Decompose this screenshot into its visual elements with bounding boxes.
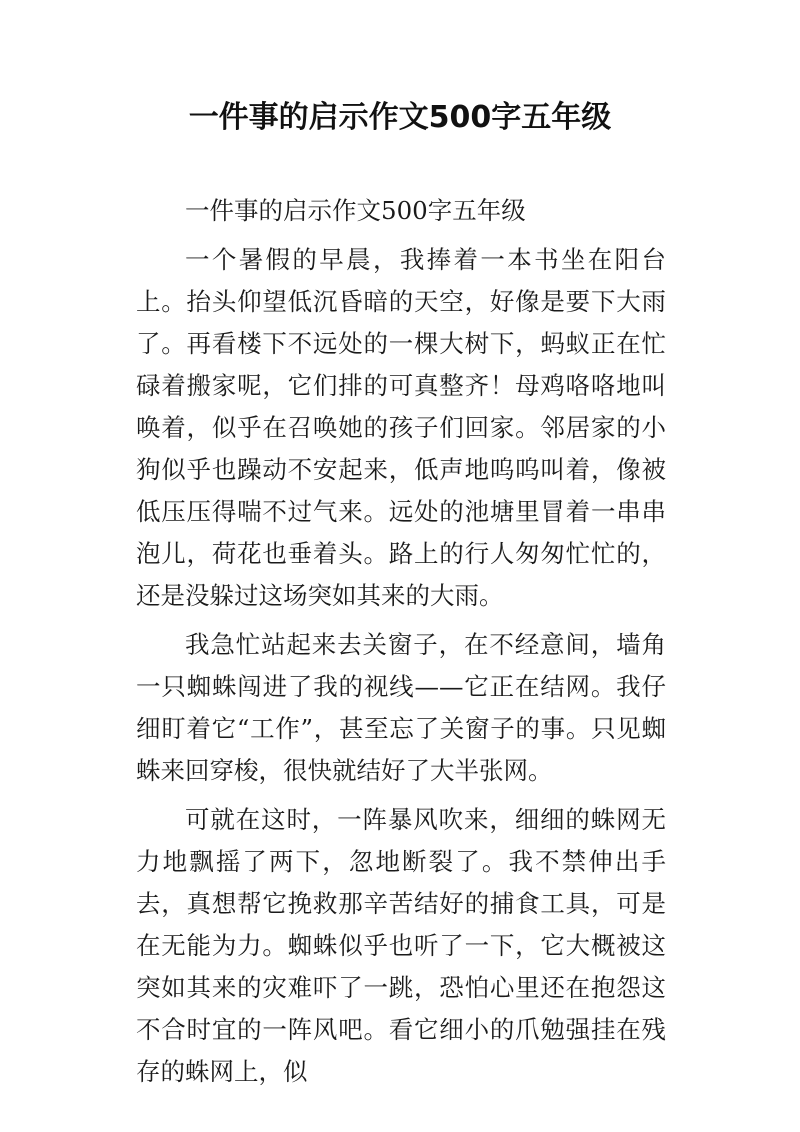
page-title: 一件事的启示作文500字五年级 <box>188 100 612 135</box>
paragraph-1: 一个暑假的早晨，我捧着一本书坐在阳台上。抬头仰望低沉昏暗的天空，好像是要下大雨了。再看楼下不远处的一棵大树下，蚂蚁正在忙碌着搬家呢，它们排的可真整齐！母鸡咯咯地叫唤着，似乎在召唤她的孩子们回家。邻居家的小狗似乎也躁动不安起来，低声地呜呜叫着，像被低压压得喘不过气来。远处的池塘里冒着一串串泡儿，荷花也垂着头。路上的行人匆匆忙忙的，还是没躲过这场突如其来的大雨。 <box>136 245 666 610</box>
paragraph-2: 我急忙站起来去关窗子，在不经意间，墙角一只蜘蛛闯进了我的视线——它正在结网。我仔细盯着它“工作”，甚至忘了关窗子的事。只见蜘蛛来回穿梭，很快就结好了大半张网。 <box>136 630 666 785</box>
document-body <box>136 190 666 1100</box>
paragraph-3: 可就在这时，一阵暴风吹来，细细的蛛网无力地飘摇了两下，忽地断裂了。我不禁伸出手去，真想帮它挽救那辛苦结好的捕食工具，可是在无能为力。蜘蛛似乎也听了一下，它大概被这突如其来的灾难吓了一跳，恐怕心里还在抱怨这不合时宜的一阵风吧。看它细小的爪勉强挂在残存的蛛网上，似 <box>136 805 666 1086</box>
paragraph-subtitle: 一件事的启示作文500字五年级 <box>185 196 526 225</box>
